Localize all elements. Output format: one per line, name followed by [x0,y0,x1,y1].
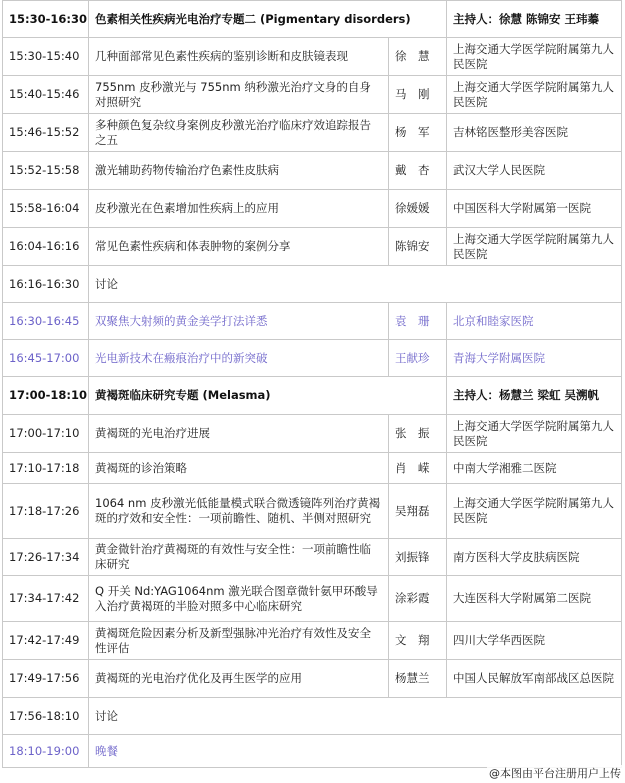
topic-cell: 讨论 [89,698,622,735]
time-cell: 17:10-17:18 [3,453,89,484]
speaker-cell: 戴 杏 [389,152,447,190]
speaker-cell: 刘振锋 [389,539,447,576]
institution-cell: 吉林铭医整形美容医院 [447,114,622,152]
session-hosts: 主持人：杨慧兰 梁虹 吴溯帆 [447,377,622,415]
schedule-row [3,660,622,698]
time-cell: 15:30-16:30 [3,1,89,38]
institution-cell: 上海交通大学医学院附属第九人民医院 [447,228,622,266]
institution-cell: 大连医科大学附属第二医院 [447,576,622,622]
schedule-row [3,735,622,768]
institution-cell: 北京和睦家医院 [447,303,622,340]
schedule-row [3,340,622,377]
topic-cell: 几种面部常见色素性疾病的鉴别诊断和皮肤镜表现 [89,38,389,76]
speaker-cell: 马 刚 [389,76,447,114]
topic-cell: 皮秒激光在色素增加性疾病上的应用 [89,190,389,228]
time-cell: 15:52-15:58 [3,152,89,190]
schedule-row [3,622,622,660]
topic-cell: 常见色素性疾病和体表肿物的案例分享 [89,228,389,266]
time-cell: 17:56-18:10 [3,698,89,735]
institution-cell: 上海交通大学医学院附属第九人民医院 [447,76,622,114]
schedule-row [3,698,622,735]
institution-cell: 上海交通大学医学院附属第九人民医院 [447,38,622,76]
speaker-cell: 杨慧兰 [389,660,447,698]
topic-cell: 黄褐斑危险因素分析及新型强脉冲光治疗有效性及安全性评估 [89,622,389,660]
schedule-row [3,114,622,152]
speaker-cell: 徐 慧 [389,38,447,76]
schedule-row [3,266,622,303]
schedule-row [3,415,622,453]
time-cell: 16:16-16:30 [3,266,89,303]
time-cell: 16:45-17:00 [3,340,89,377]
topic-cell: 讨论 [89,266,622,303]
institution-cell: 青海大学附属医院 [447,340,622,377]
session-header-row [3,377,622,415]
speaker-cell: 文 翔 [389,622,447,660]
topic-cell: 黄褐斑的诊治策略 [89,453,389,484]
time-cell: 17:18-17:26 [3,484,89,539]
institution-cell: 南方医科大学皮肤病医院 [447,539,622,576]
institution-cell: 武汉大学人民医院 [447,152,622,190]
time-cell: 17:00-18:10 [3,377,89,415]
topic-cell: 黄金微针治疗黄褐斑的有效性与安全性：一项前瞻性临床研究 [89,539,389,576]
topic-cell: 多种颜色复杂纹身案例皮秒激光治疗临床疗效追踪报告之五 [89,114,389,152]
time-cell: 17:34-17:42 [3,576,89,622]
schedule-row [3,576,622,622]
speaker-cell: 袁 珊 [389,303,447,340]
speaker-cell: 杨 军 [389,114,447,152]
schedule-row [3,303,622,340]
institution-cell: 上海交通大学医学院附属第九人民医院 [447,484,622,539]
speaker-cell: 徐媛媛 [389,190,447,228]
time-cell: 15:46-15:52 [3,114,89,152]
time-cell: 15:40-15:46 [3,76,89,114]
institution-cell: 中国人民解放军南部战区总医院 [447,660,622,698]
speaker-cell: 陈锦安 [389,228,447,266]
schedule-table [2,0,622,768]
speaker-cell: 吴翔磊 [389,484,447,539]
time-cell: 17:49-17:56 [3,660,89,698]
time-cell: 18:10-19:00 [3,735,89,768]
schedule-row [3,453,622,484]
session-header-row [3,1,622,38]
speaker-cell: 张 振 [389,415,447,453]
schedule-row [3,539,622,576]
topic-cell: Q 开关 Nd:YAG1064nm 激光联合图章微针氨甲环酸导入治疗黄褐斑的半脸对照多中心临床研究 [89,576,389,622]
schedule-row [3,190,622,228]
topic-cell: 双聚焦大射频的黄金美学打法详悉 [89,303,389,340]
watermark: @本图由平台注册用户上传 [489,767,621,780]
time-cell: 16:30-16:45 [3,303,89,340]
session-title: 色素相关性疾病光电治疗专题二 (Pigmentary disorders) [89,1,447,38]
institution-cell: 上海交通大学医学院附属第九人民医院 [447,415,622,453]
topic-cell: 黄褐斑的光电治疗进展 [89,415,389,453]
time-cell: 16:04-16:16 [3,228,89,266]
institution-cell: 四川大学华西医院 [447,622,622,660]
topic-cell: 黄褐斑的光电治疗优化及再生医学的应用 [89,660,389,698]
time-cell: 15:30-15:40 [3,38,89,76]
time-cell: 17:42-17:49 [3,622,89,660]
session-hosts: 主持人：徐慧 陈锦安 王玮蓁 [447,1,622,38]
topic-cell: 激光辅助药物传输治疗色素性皮肤病 [89,152,389,190]
schedule-row [3,484,622,539]
time-cell: 15:58-16:04 [3,190,89,228]
time-cell: 17:26-17:34 [3,539,89,576]
institution-cell: 中国医科大学附属第一医院 [447,190,622,228]
topic-cell: 光电新技术在瘢痕治疗中的新突破 [89,340,389,377]
speaker-cell: 涂彩霞 [389,576,447,622]
topic-cell: 755nm 皮秒激光与 755nm 纳秒激光治疗文身的自身对照研究 [89,76,389,114]
speaker-cell: 肖 嵘 [389,453,447,484]
institution-cell: 中南大学湘雅二医院 [447,453,622,484]
topic-cell: 1064 nm 皮秒激光低能量模式联合微透镜阵列治疗黄褐斑的疗效和安全性：一项前瞻性、随机、半侧对照研究 [89,484,389,539]
schedule-row [3,228,622,266]
topic-cell: 晚餐 [89,735,622,768]
schedule-row [3,38,622,76]
time-cell: 17:00-17:10 [3,415,89,453]
schedule-row [3,76,622,114]
session-title: 黄褐斑临床研究专题 (Melasma) [89,377,447,415]
schedule-row [3,152,622,190]
speaker-cell: 王献珍 [389,340,447,377]
